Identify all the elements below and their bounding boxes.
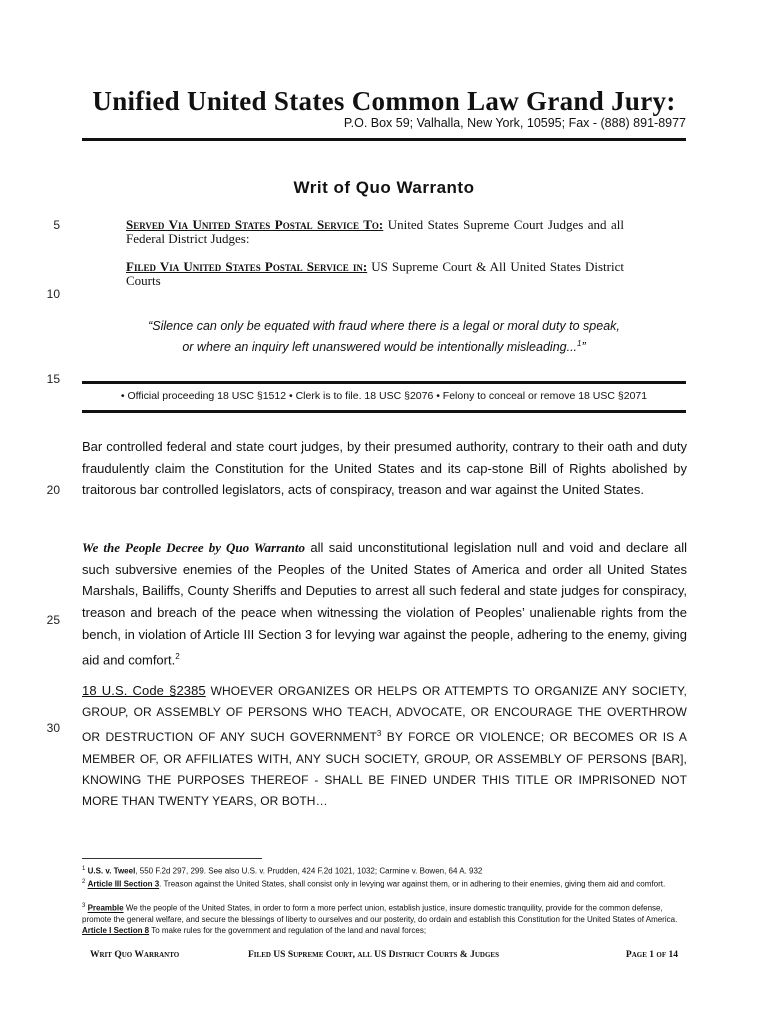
filed-via-block: Filed Via United States Postal Service in: US Supreme Court & All United States District Courts	[126, 259, 624, 288]
line-number-5: 5	[53, 218, 60, 232]
footnote-separator	[82, 858, 262, 859]
paragraph-3	[82, 680, 687, 812]
footnote-3-article: Article I Section 8	[82, 925, 150, 935]
organization-name: Unified United States Common Law Grand Jury:	[92, 86, 676, 116]
footnote-2-text: . Treason against the United States, shall consist only in levying war against them, or in adhering to their enemies, giving them aid and comfort.	[159, 879, 666, 889]
footnote-3	[82, 901, 686, 936]
paragraph-2	[82, 537, 687, 671]
footnote-3-text: We the people of the United States, in order to form a more perfect union, establish justice, insure domestic tranquility, provide for the common defense, promote the general welfare, and secure the blessings of liberty to ourselves and our posterity, do ordain and establish this Constitution for the United States of America.	[82, 903, 678, 924]
footnote-1-case: U.S. v. Tweel	[87, 866, 136, 876]
footnote-3-title: Preamble	[87, 903, 124, 913]
footer-center: Filed US Supreme Court, all US District Courts & Judges	[248, 950, 499, 960]
code-citation: 18 U.S. Code §2385	[82, 683, 206, 698]
organization-address: P.O. Box 59; Valhalla, New York, 10595; Fax - (888) 891-8977	[343, 116, 686, 130]
served-text: United States Supreme Court Judges and all Federal District Judges:	[126, 217, 624, 246]
notice-top-rule	[82, 381, 686, 384]
line-number-10: 10	[46, 287, 60, 301]
footnote-2-title: Article III Section 3	[87, 879, 160, 889]
footnote-3-number: 3	[82, 903, 86, 909]
epigraph-quote	[120, 318, 648, 356]
footnote-2-number: 2	[82, 879, 86, 885]
filed-label: Filed Via United States Postal Service in	[126, 259, 363, 274]
decree-text: all said unconstitutional legislation null and void and declare all such subversive enemies of the Peoples of the United States of America and order all United States Marshals, Bailiffs, County Sheriffs and Deputies to arrest all such federal and state judges for conspiracy, treason and breach of the peace when witnessing the violation of Peoples’ unalienable rights from the bench, in violation of Article III Section 3 for levying war against the people, adhering to the enemy, giving aid and comfort.	[82, 540, 687, 667]
footnote-1-text: , 550 F.2d 297, 299. See also U.S. v. Prudden, 424 F.2d 1021, 1032; Carmine v. Bowen, 64 A. 932	[135, 866, 483, 876]
code-text-1: WHOEVER ORGANIZES OR HELPS OR ATTEMPTS TO ORGANIZE ANY SOCIETY, GROUP, OR ASSEMBLY OF PERSONS WHO TEACH, ADVOCATE, OR ENCOURAGE THE OVERTHROW OR DESTRUCTION OF ANY SUCH GOVERNMENT	[82, 684, 687, 745]
served-via-block: Served Via United States Postal Service To: United States Supreme Court Judges and all Federal District Judges:	[126, 217, 624, 246]
quote-line-2: or where an inquiry left unanswered would be intentionally misleading...	[182, 340, 578, 355]
decree-lead: We the People Decree by Quo Warranto	[82, 540, 305, 555]
line-number-20: 20	[46, 483, 60, 497]
header-divider	[82, 138, 686, 141]
line-number-30: 30	[46, 721, 60, 735]
footnote-1-number: 1	[82, 866, 86, 872]
code-text-2: BY FORCE OR VIOLENCE; OR BECOMES OR IS A MEMBER OF, OR AFFILIATES WITH, ANY SUCH SOCIETY, GROUP, OR ASSEMBLY OF PERSONS [BAR], KNOWING THE PURPOSES THEREOF - SHALL BE FINED UNDER THIS TITLE OR IMPRISONED NOT MORE THAN TWENTY YEARS, OR BOTH…	[82, 730, 687, 809]
line-number-15: 15	[46, 372, 60, 386]
footer-page-number: Page 1 of 14	[625, 950, 678, 960]
official-notice: • Official proceeding 18 USC §1512 • Clerk is to file. 18 USC §2076 • Felony to conceal or remove 18 USC §2071	[120, 390, 648, 402]
line-number-25: 25	[46, 613, 60, 627]
notice-bottom-rule	[82, 410, 686, 413]
document-title: Writ of Quo Warranto	[293, 178, 475, 197]
footnote-3-text-2: To make rules for the government and regulation of the land and naval forces;	[149, 925, 427, 935]
footnote-2	[82, 877, 686, 890]
footnote-ref-3: 3	[376, 729, 382, 739]
footer-left: Writ Quo Warranto	[90, 950, 180, 960]
filed-text: US Supreme Court & All United States District Courts	[126, 259, 624, 288]
footnote-ref-1: 1	[577, 339, 582, 348]
quote-end: ”	[581, 340, 586, 355]
footnote-1	[82, 864, 686, 877]
footnote-ref-2: 2	[175, 651, 180, 661]
quote-line-1: “Silence can only be equated with fraud where there is a legal or moral duty to speak,	[148, 319, 620, 333]
paragraph-1: Bar controlled federal and state court judges, by their presumed authority, contrary to their oath and duty fraudulently claim the Constitution for the United States and its cap-stone Bill of Rights abolished by traitorous bar controlled legislators, acts of conspiracy, treason and war against the United States.	[82, 439, 687, 498]
served-label: Served Via United States Postal Service To	[126, 217, 379, 232]
